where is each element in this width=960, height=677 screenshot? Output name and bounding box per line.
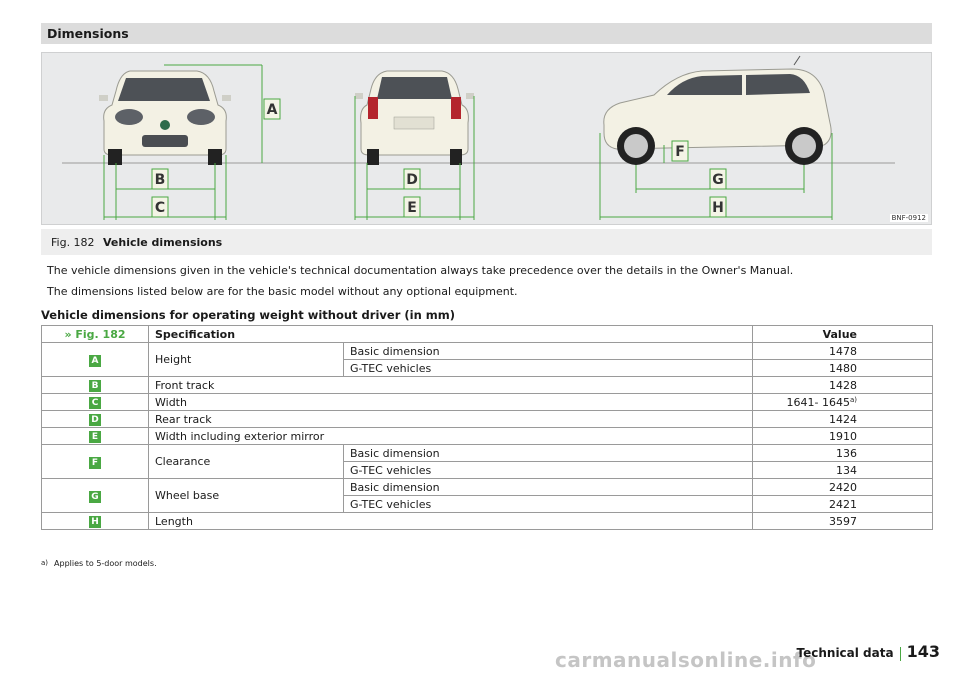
spec-cell: Width [149,394,753,411]
label-b [152,169,168,189]
section-header [41,23,932,44]
svg-text:G: G [712,172,724,188]
table-heading: Vehicle dimensions for operating weight without driver (in mm) [41,308,455,322]
spec-cell: Wheel base [149,479,344,513]
sub-spec-cell: Basic dimension [344,479,753,496]
figure-code: BNF-0912 [891,214,926,222]
value-cell: 134 [753,462,933,479]
label-a [264,99,280,119]
table-row [42,445,933,462]
header-specification: Specification [149,326,753,343]
label-d [404,169,420,189]
dimension-badge: E [89,431,101,443]
dimension-badge: H [89,516,101,528]
vehicle-dimensions-figure [41,52,932,225]
spec-cell: Rear track [149,411,753,428]
dimension-badge: B [89,380,101,392]
dimension-badge: G [89,491,101,503]
footnote-mark: a) [41,559,49,567]
label-e [404,197,420,217]
spec-cell: Front track [149,377,753,394]
dimension-badge: D [89,414,101,426]
watermark: carmanualsonline.info [555,648,817,672]
dimension-badge: C [89,397,101,409]
sub-spec-cell: G-TEC vehicles [344,360,753,377]
spec-cell: Clearance [149,445,344,479]
spec-cell: Width including exterior mirror [149,428,753,445]
table-row [42,394,933,411]
spec-cell: Length [149,513,753,530]
table-header-row [42,326,933,343]
footnote [41,559,157,568]
label-f [672,141,688,161]
figure-title: Vehicle dimensions [103,236,223,249]
value-cell: 2421 [753,496,933,513]
dimensions-diagram [42,53,932,225]
figure-caption [41,229,932,255]
label-h [710,197,726,217]
table-row [42,479,933,496]
value-cell: 1428 [753,377,933,394]
svg-text:F: F [675,144,685,160]
svg-text:D: D [406,172,418,188]
footnote-marker[interactable]: a) [849,395,857,404]
header-value: Value [753,326,933,343]
value-cell: 136 [753,445,933,462]
intro-paragraph-1: The vehicle dimensions given in the vehicle's technical documentation always take precedence over the details in the Owner's Manual. [47,264,794,277]
svg-text:E: E [407,200,417,216]
value-cell: 1910 [753,428,933,445]
label-c [152,197,168,217]
footer-separator [900,647,901,661]
value-cell: 2420 [753,479,933,496]
dimensions-table [41,325,933,530]
label-g [710,169,726,189]
value-cell [753,394,933,411]
table-row [42,513,933,530]
svg-text:H: H [712,200,724,216]
value-cell: 1478 [753,343,933,360]
value-cell: 1480 [753,360,933,377]
intro-paragraph-2: The dimensions listed below are for the basic model without any optional equipment. [47,285,518,298]
sub-spec-cell: Basic dimension [344,343,753,360]
dimension-badge: A [89,355,101,367]
footer-section: Technical data [796,646,894,660]
front-view-car [99,71,231,165]
sub-spec-cell: G-TEC vehicles [344,462,753,479]
header-figure-link[interactable]: » Fig. 182 [42,326,149,343]
section-title: Dimensions [47,26,129,41]
side-view-car [604,56,831,165]
svg-text:C: C [154,200,166,216]
page-number: 143 [906,642,940,661]
table-row [42,343,933,360]
sub-spec-cell: Basic dimension [344,445,753,462]
page-footer [797,642,940,661]
dimension-badge: F [89,457,101,469]
spec-cell: Height [149,343,344,377]
rear-view-car [355,71,474,165]
value-cell: 1424 [753,411,933,428]
table-row [42,377,933,394]
value-cell: 3597 [753,513,933,530]
sub-spec-cell: G-TEC vehicles [344,496,753,513]
value-text: 1641- 1645 [786,395,850,409]
figure-number: Fig. 182 [51,236,95,249]
footnote-text: Applies to 5-door models. [54,559,157,568]
table-row [42,428,933,445]
table-row [42,411,933,428]
svg-text:B: B [154,172,166,188]
svg-text:A: A [266,102,278,118]
